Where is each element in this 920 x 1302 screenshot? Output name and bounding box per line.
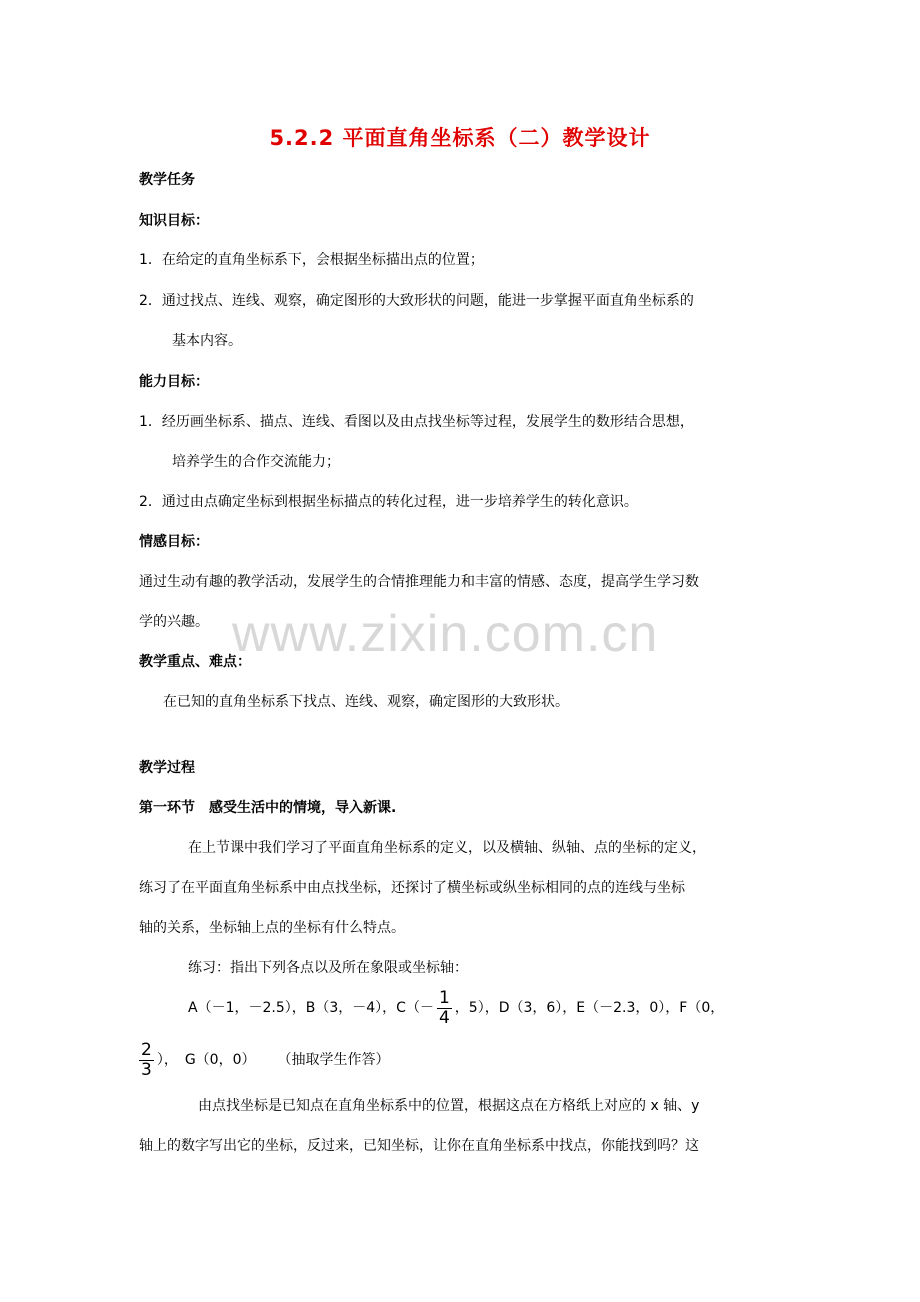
emotion-text: 通过生动有趣的教学活动，发展学生的合情推理能力和丰富的情感、态度，提高学生学习数	[139, 574, 699, 590]
knowledge-item-2-cont: 基本内容。	[172, 333, 242, 349]
watermark: www.zixin.com.cn	[232, 605, 659, 663]
heading-ability-goals: 能力目标：	[139, 374, 209, 390]
paragraph-2-line-2: 轴上的数字写出它的坐标，反过来，已知坐标，让你在直角坐标系中找点，你能找到吗？这	[139, 1138, 699, 1154]
knowledge-item-2: 2．通过找点、连线、观察，确定图形的大致形状的问题，能进一步掌握平面直角坐标系的	[139, 293, 694, 309]
fraction-f-numerator: 2	[141, 1039, 152, 1060]
exercise-prompt: 练习：指出下列各点以及所在象限或坐标轴：	[188, 960, 468, 976]
heading-key-points: 教学重点、难点：	[139, 654, 251, 670]
ability-item-1: 1．经历画坐标系、描点、连线、看图以及由点找坐标等过程，发展学生的数形结合思想，	[139, 414, 694, 430]
document-title: 5.2.2 平面直角坐标系（二）教学设计	[269, 126, 651, 150]
knowledge-item-1: 1．在给定的直角坐标系下，会根据坐标描出点的位置；	[139, 252, 484, 268]
paragraph-1-line-3: 轴的关系，坐标轴上点的坐标有什么特点。	[139, 920, 405, 936]
points-text-a: A（－1，－2.5），B（3，－4），C（－	[188, 1000, 434, 1016]
points-list-line-2	[139, 1038, 390, 1082]
fraction-c-numerator: 1	[438, 987, 450, 1008]
heading-teaching-tasks: 教学任务	[139, 172, 195, 188]
key-points-text: 在已知的直角坐标系下找点、连线、观察，确定图形的大致形状。	[163, 694, 569, 710]
emotion-text-cont: 学的兴趣。	[139, 614, 209, 630]
fraction-f	[139, 1041, 154, 1080]
heading-emotion-goals: 情感目标：	[139, 534, 209, 550]
paragraph-1-line-1: 在上节课中我们学习了平面直角坐标系的定义，以及横轴、纵轴、点的坐标的定义，	[188, 840, 706, 856]
fraction-c-denominator: 4	[438, 1007, 450, 1028]
stage-1-heading: 第一环节 感受生活中的情境，导入新课.	[139, 800, 397, 816]
ability-item-2: 2．通过由点确定坐标到根据坐标描点的转化过程，进一步培养学生的转化意识。	[139, 494, 638, 510]
heading-teaching-process: 教学过程	[139, 760, 195, 776]
paragraph-2-line-1: 由点找坐标是已知点在直角坐标系中的位置，根据这点在方格纸上对应的 x 轴、y	[198, 1098, 700, 1114]
paragraph-1-line-2: 练习了在平面直角坐标系中由点找坐标，还探讨了横坐标或纵坐标相同的点的连线与坐标	[139, 880, 685, 896]
heading-knowledge-goals: 知识目标：	[139, 213, 209, 229]
ability-item-1-cont: 培养学生的合作交流能力；	[172, 454, 340, 470]
points-text-c: ）， G（0，0）	[156, 1052, 256, 1068]
points-text-b: ，5），D（3，6），E（－2.3，0），F（0，	[454, 1000, 725, 1016]
fraction-c	[437, 989, 452, 1028]
points-list-line-1	[188, 986, 724, 1030]
fraction-f-denominator: 3	[141, 1059, 152, 1080]
points-note: （抽取学生作答）	[277, 1052, 390, 1068]
